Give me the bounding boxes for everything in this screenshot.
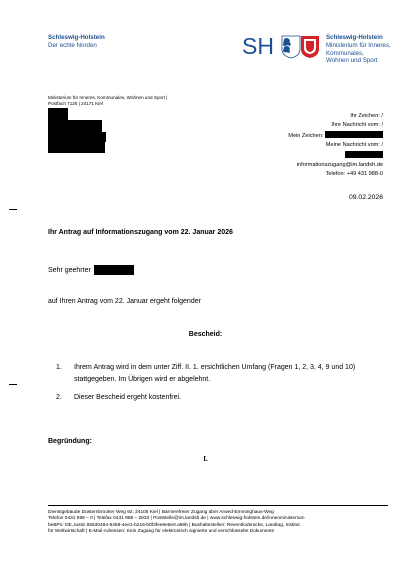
footer-line-4: für Weltwirtschaft | E-Mail-Adressen: Kein Zugang für elektronisch signierte und verschlüsselte Dokumente (48, 529, 275, 535)
brand-left-title: Schleswig-Holstein (48, 34, 105, 41)
brand-left (48, 34, 105, 50)
brand-left-claim: Der echte Norden (48, 41, 97, 49)
sh-logo-text: SH (242, 33, 274, 59)
fold-mark-top (9, 209, 17, 210)
intro-paragraph: auf Ihren Antrag vom 22. Januar ergeht folgender (48, 298, 201, 305)
list-item (56, 362, 366, 386)
coat-of-arms-icon (282, 36, 319, 58)
footer-line-2: Telefon 0431 988 – 0 | Telefax 0431 988 – 2833 | Poststelle@im.landsh.de | www.schleswig-holstein.de/innenministerium (48, 516, 305, 522)
footer-divider (48, 505, 388, 506)
ref-email: informationszugang@im.landsh.de (296, 162, 383, 169)
list-item-number: 1. (56, 364, 62, 371)
redacted-recipient-name (48, 108, 68, 120)
list-item-text: Ihrem Antrag wird in dem unter Ziff. II. 1. ersichtlichen Umfang (Fragen 1, 2, 3, 4, 9 und 10) stattgegeben. Im Übrigen wird er abgelehnt. (74, 364, 356, 383)
ministry-line-3: Wohnen und Sport (326, 57, 378, 65)
reasoning-heading: Begründung: (48, 438, 92, 445)
brand-right (326, 34, 391, 65)
redacted-file-number (325, 131, 383, 138)
ref-meine-nachricht: Meine Nachricht vom: / (325, 142, 383, 149)
salutation-text: Sehr geehrter (48, 267, 91, 274)
reasoning-section-number: I. (203, 455, 208, 463)
ref-mein-zeichen-label: Mein Zeichen: (288, 132, 324, 139)
ministry-line-1: Ministerium für Inneres, (326, 41, 391, 49)
redacted-addressee-name (94, 265, 134, 275)
sh-logo (242, 33, 322, 59)
brand-right-title: Schleswig-Holstein (326, 34, 383, 41)
salutation (48, 265, 134, 275)
list-item-number: 2. (56, 394, 62, 401)
ref-redacted-contact-row (288, 151, 383, 161)
ref-phone: Telefon: +49 431 988-0 (325, 171, 383, 178)
redacted-recipient-street (48, 120, 102, 132)
redacted-contact-name (345, 151, 383, 158)
footer (48, 510, 393, 536)
ref-mein-zeichen (288, 131, 383, 141)
list-item (56, 392, 366, 404)
ref-ihr-zeichen: Ihr Zeichen: / (350, 113, 383, 119)
sender-address (48, 95, 167, 107)
footer-line-1: Dienstgebäude Düsternbrooker Weg 92, 24105 Kiel | Barrierefreier Zugang über Arwed-Emminghaus-Weg (48, 510, 274, 515)
footer-line-3: beBPo: DE.Justiz.65530484-6459-4ee1-b216-b0f3fee9e5e0.a69b | Bushaltestellen: Reventloubrücke, Landtag, Institut (48, 522, 300, 528)
redacted-recipient-extra (48, 142, 105, 153)
letter-subject: Ihr Antrag auf Informationszugang vom 22. Januar 2026 (48, 229, 233, 236)
list-item-text: Dieser Bescheid ergeht kostenfrei. (74, 394, 181, 401)
decision-list (56, 362, 366, 410)
letter-date: 09.02.2026 (348, 194, 383, 201)
bescheid-heading: Bescheid: (188, 331, 223, 338)
sender-line-1: Ministerium für Inneres, Kommunales, Wohnen und Sport | (48, 95, 168, 100)
ref-ihre-nachricht: Ihre Nachricht vom: / (331, 122, 383, 129)
reference-block (288, 112, 383, 180)
redacted-recipient-city (48, 132, 106, 142)
ministry-line-2: Kommunales, (326, 49, 364, 57)
fold-mark-middle (9, 384, 17, 385)
sender-line-2: Postfach 7125 | 24171 Kiel (48, 100, 103, 106)
